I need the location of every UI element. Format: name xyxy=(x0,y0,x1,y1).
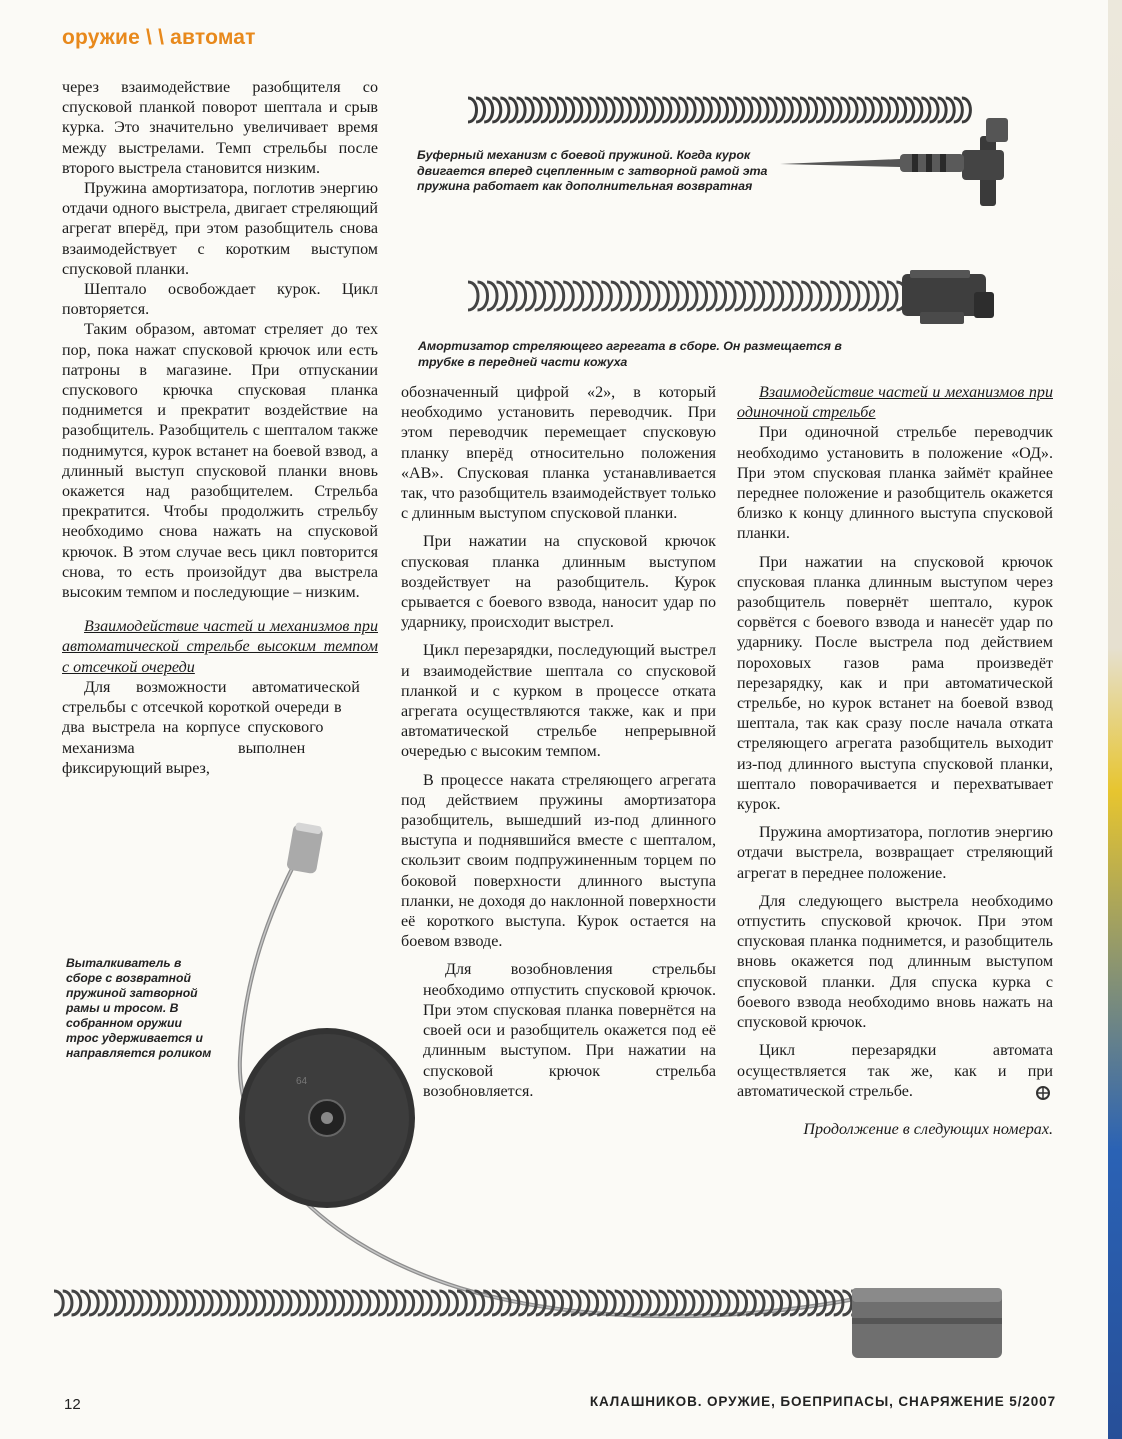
reel-label: 64 xyxy=(296,1076,308,1087)
paragraph: При нажатии на спусковой крючок спусковая планка длинным выступом воздействует на разобщитель. Курок срывается с боевого взвода, наносит удар по ударнику, происходит выстрел. xyxy=(401,533,716,632)
paragraph: Цикл перезарядки автомата осуществляется так же, как и при автоматической стрельбе. xyxy=(737,1042,1053,1100)
magazine-footer: КАЛАШНИКОВ. ОРУЖИЕ, БОЕПРИПАСЫ, СНАРЯЖЕНИЕ 5/2007 xyxy=(589,1394,1056,1409)
paragraph: через взаимодействие разобщителя со спусковой планкой поворот шептала и срыв курка. Это значительно увеличивает время между выстрелами. Темп стрельбы после второго выстрела становится низким. xyxy=(62,79,378,177)
continuation-note: Продолжение в следующих номерах. xyxy=(803,1120,1053,1138)
paragraph: Пружина амортизатора, поглотив энергию отдачи выстрела, возвращает стреляющий агрегат в переднее положение. xyxy=(737,824,1053,882)
paragraph: Для возобновления стрельбы необходимо отпустить спусковой крючок. При этом спусковая планка повернётся на своей оси и разобщитель окажется под её длинным выступом. При нажатии на спусковой крючок стрельба возобновляется. xyxy=(423,961,716,1100)
paragraph: Пружина амортизатора, поглотив энергию отдачи одного выстрела, двигает стреляющий агрегат вперёд, при этом разобщитель снова взаимодействует с коротким выступом спусковой планки. xyxy=(62,180,378,278)
paragraph: В процессе наката стреляющего агрегата под действием пружины амортизатора разобщитель, вышедший из-под длинного выступа и поднявшийся вместе с шепталом, скользит своим подпружиненным торцем по боковой поверхности длинного выступа планки, не доходя до наклонной поверхности её короткого выступа. Курок остается на боевом взводе. xyxy=(401,771,716,951)
paragraph: При одиночной стрельбе переводчик необходимо установить в положение «ОД». При этом спусковая планка займёт крайнее переднее положение и разобщитель окажется близко к концу длинного выступа спусковой планки. xyxy=(737,424,1053,543)
paragraph: При нажатии на спусковой крючок спусковая планка длинным выступом через разобщитель повернёт шептало, курок сорвётся с боевого взвода и нанесёт удар по ударнику. После выстрела под действием пороховых газов рама произведёт перезарядку, как и при автоматической стрельбе, но курок встанет на боевой взвод шептала, так как сразу после начала отката стреляющего агрегата разобщитель выходит из-под длинного выступа спусковой планки, шептало поворачивается и перехватывает курок. xyxy=(737,553,1053,814)
paragraph: Цикл перезарядки, последующий выстрел и взаимодействие шептала со спусковой планкой и с курком в процессе отката агрегата осуществляются также, как и при автоматической стрельбе непрерывной очередью с высоким темпом. xyxy=(401,642,716,761)
section-header: оружие \ \ автомат xyxy=(62,26,256,49)
subheading-single-fire: Взаимодействие частей и механизмов при одиночной стрельбе xyxy=(737,384,1053,422)
text-column-3 xyxy=(737,383,1053,1140)
text-column-1 xyxy=(62,78,378,828)
paragraph: Таким образом, автомат стреляет до тех пор, пока нажат спусковой крючок или есть патроны в магазине. При отпускании спускового крючка спусковая планка поднимется и прекратит воздействие на разобщитель. Разобщитель с шепталом также поднимутся, курок встанет на боевой взвод, а длинный выступ спусковой планки вновь окажется над разобщителем. Стрельба прекратится. Чтобы продолжить стрельбу необходимо снова нажать на спусковой крючок. В этом случае весь цикл повторится снова, то есть произойдут два выстрела высоким темпом и последующие – низким. xyxy=(62,321,378,602)
absorber-assembly-photo xyxy=(462,262,1022,342)
paragraph: Для следующего выстрела необходимо отпустить спусковой крючок. При этом спусковая планка поднимется, и разобщитель вновь окажется под длинным выступом спусковой планки. Для спуска курка с боевого взвода необходимо вновь нажать на спусковой крючок. xyxy=(737,892,1053,1032)
caption-buffer-mechanism: Буферный механизм с боевой пружиной. Когда курок двигается вперед сцепленным с затворной рамой эта пружина работает как дополнительная возвратная xyxy=(417,148,768,193)
end-of-article-icon xyxy=(1033,1084,1053,1102)
paragraph: Шептало освобождает курок. Цикл повторяется. xyxy=(62,281,378,319)
caption-ejector: Выталкиватель в сборе с возвратной пружиной затворной рамы и тросом. В собранном оружии трос удерживается и направляется роликом xyxy=(66,956,212,1060)
page-edge-strip xyxy=(1108,0,1122,1439)
page-number: 12 xyxy=(64,1396,81,1413)
subheading-auto-burst: Взаимодействие частей и механизмов при автоматической стрельбе высоким темпом с отсечкой очереди xyxy=(62,618,378,676)
text-column-2 xyxy=(401,383,716,1102)
paragraph: Для возможности автоматической стрельбы с отсечкой короткой очереди в два выстрела на корпусе спускового механизма выполнен фиксирующий вырез, xyxy=(62,678,378,779)
paragraph: обозначенный цифрой «2», в который необходимо установить переводчик. При этом переводчик перемещает спусковую планку вперёд относительно положения «АВ». Спусковая планка устанавливается так, что разобщитель взаимодействует только с длинным выступом спусковой планки. xyxy=(401,384,716,523)
caption-absorber: Амортизатор стреляющего агрегата в сборе. Он размещается в трубке в передней части кожуха xyxy=(418,339,842,369)
